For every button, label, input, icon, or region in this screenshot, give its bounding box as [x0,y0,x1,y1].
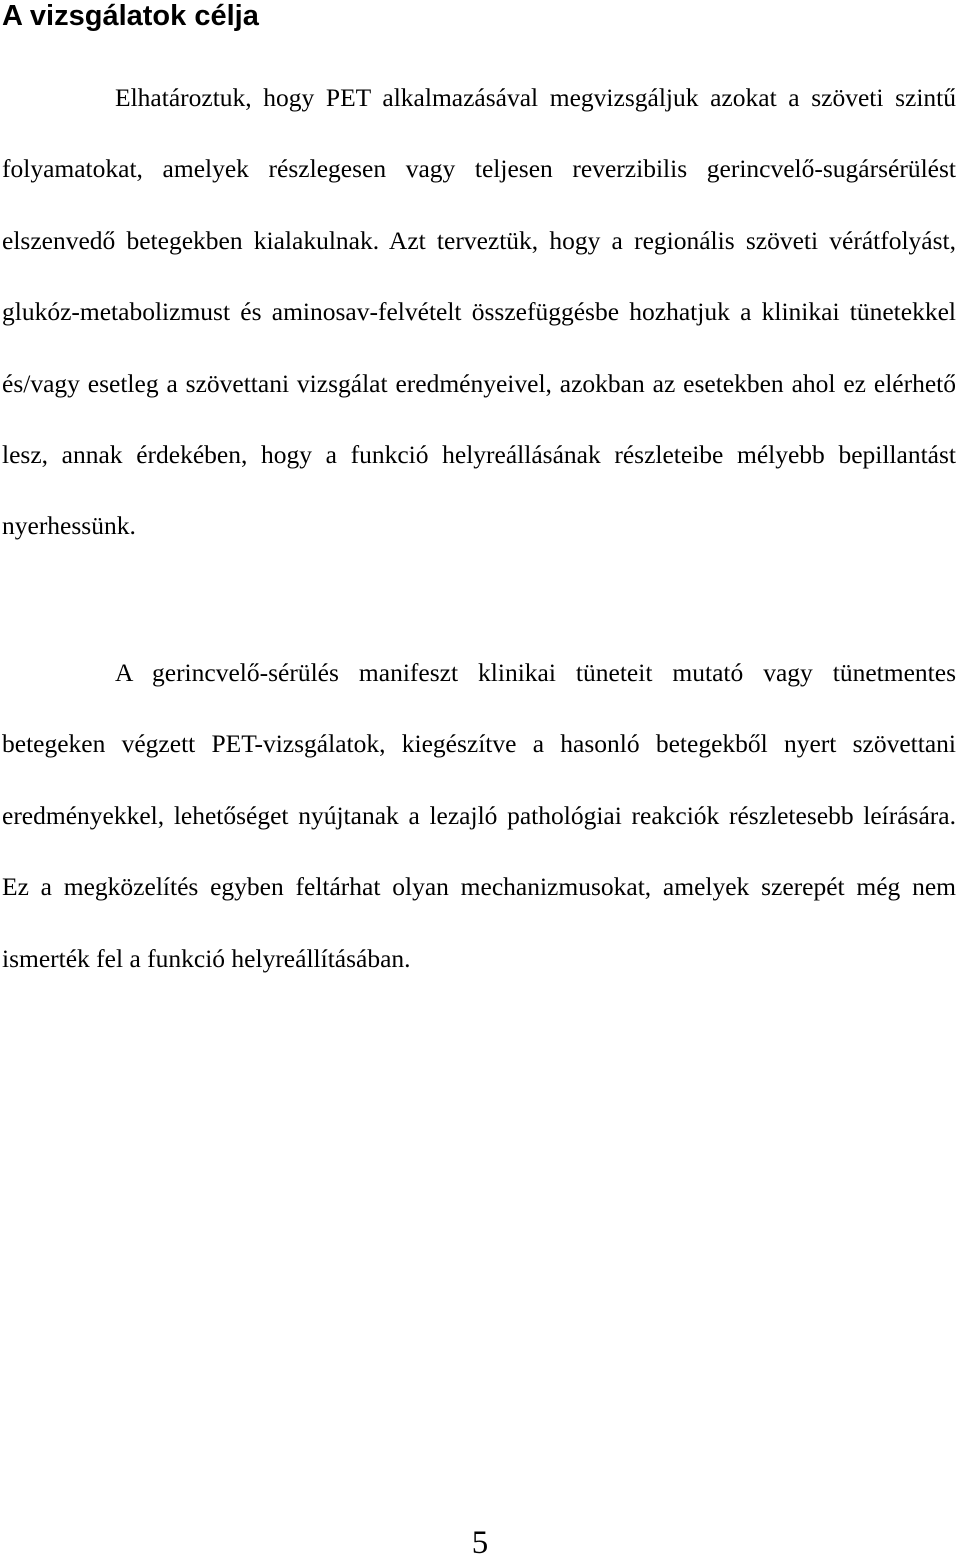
section-heading: A vizsgálatok célja [2,0,259,32]
page-number: 5 [471,1525,489,1561]
paragraph-aims: Elhatároztuk, hogy PET alkalmazásával megvizsgáljuk azokat a szöveti szintű folyamatokat, amelyek részlegesen vagy teljesen reverzibilis gerincvelő-sugársérülést elszenvedő betegekben kialakulnak. Azt terveztük, hogy a regionális szöveti vérátfolyást, glukóz-metabolizmust és aminosav-felvételt összefüggésbe hozhatjuk a klinikai tünetekkel és/vagy esetleg a szövettani vizsgálat eredményeivel, azokban az esetekben ahol ez elérhető lesz, annak érdekében, hogy a funkció helyreállásának részleteibe mélyebb bepillantást nyerhessünk. [2,83,956,541]
paragraph-pet-studies: A gerincvelő-sérülés manifeszt klinikai tüneteit mutató vagy tünetmentes betegeken végzett PET-vizsgálatok, kiegészítve a hasonló betegekből nyert szövettani eredményekkel, lehetőséget nyújtanak a lezajló pathológiai reakciók részletesebb leírására. Ez a megközelítés egyben feltárhat olyan mechanizmusokat, amelyek szerepét még nem ismerték fel a funkció helyreállításában. [2,658,956,973]
